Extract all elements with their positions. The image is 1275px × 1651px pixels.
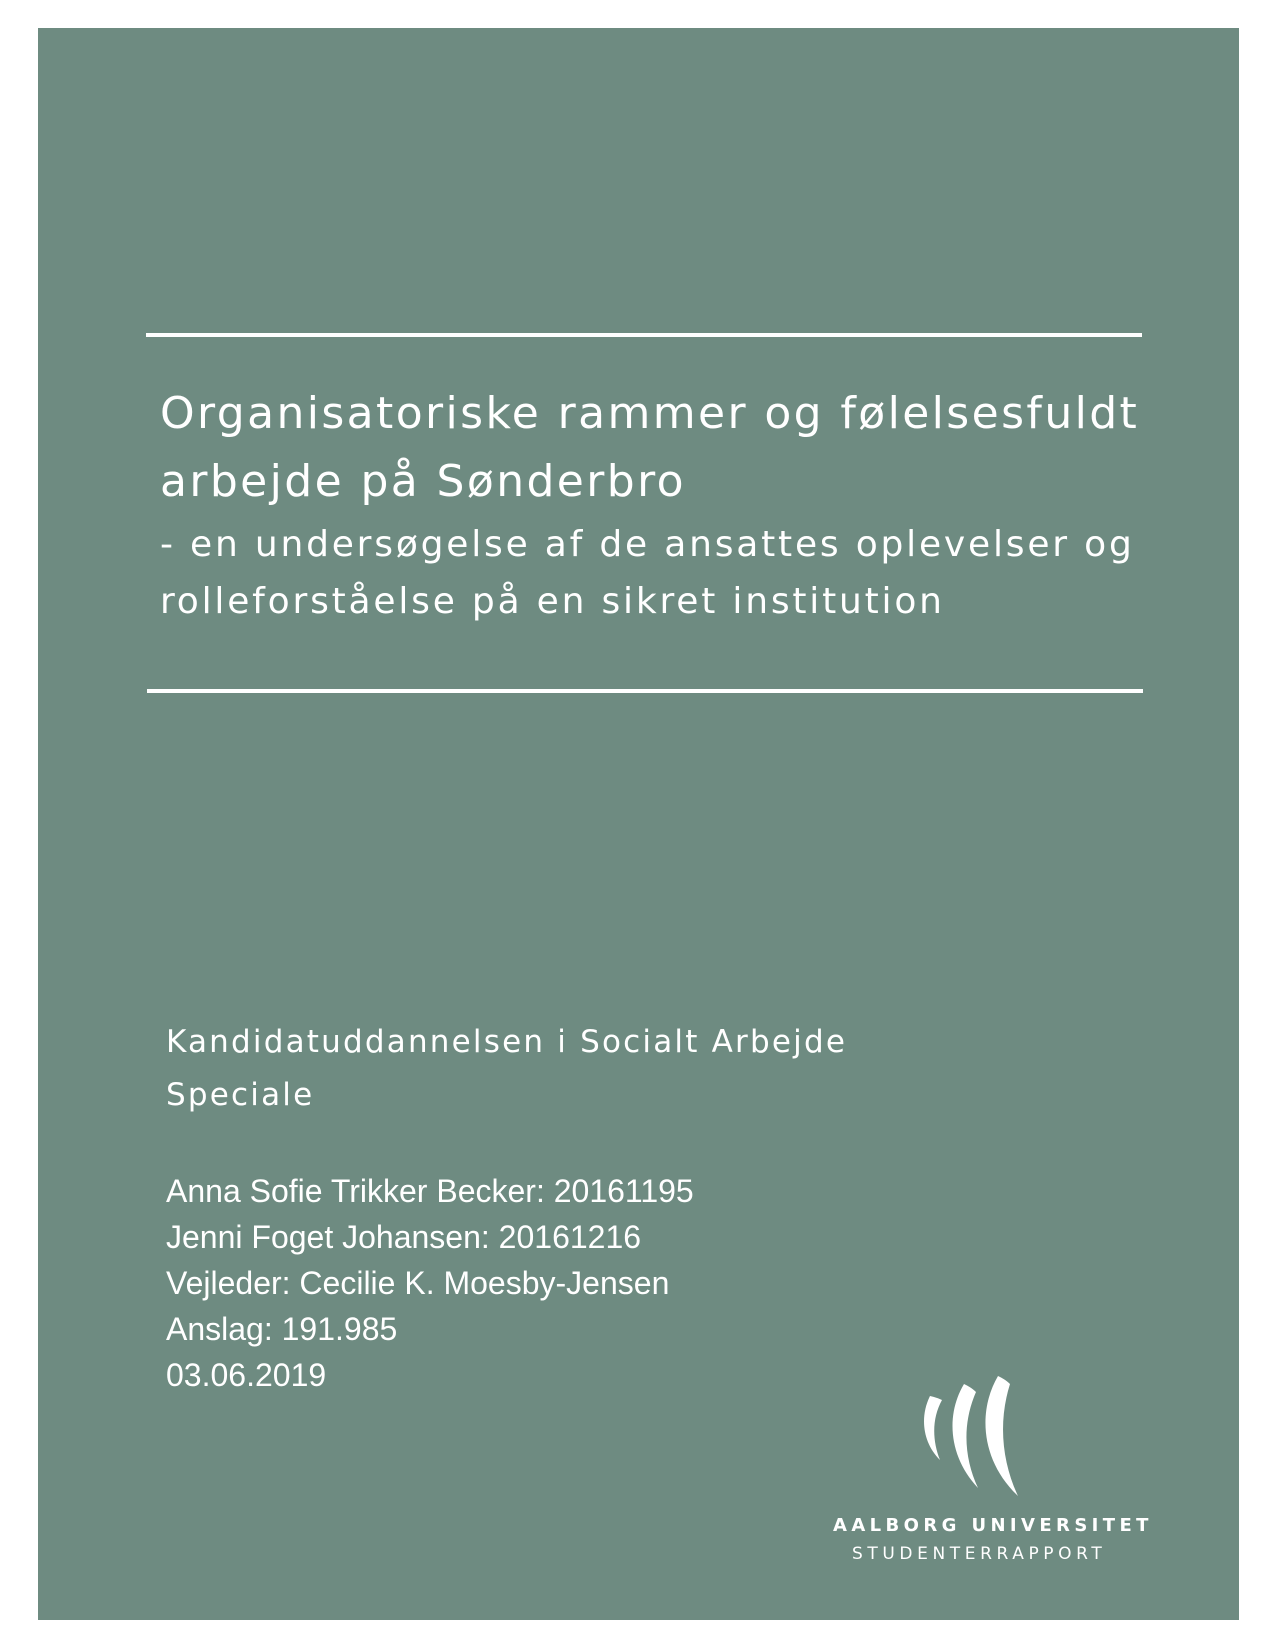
bottom-divider [147,689,1143,693]
university-name: AALBORG UNIVERSITET [833,1515,1153,1536]
title-line-2: arbejde på Sønderbro [160,456,686,507]
aau-wave-logo-icon [918,1374,1038,1499]
report-type: Speciale [166,1077,315,1113]
author-2: Jenni Foget Johansen: 20161216 [166,1219,642,1255]
character-count: Anslag: 191.985 [166,1311,398,1347]
title-block [160,380,1140,630]
programme-block [166,1016,847,1122]
author-1: Anna Sofie Trikker Becker: 20161195 [166,1173,694,1209]
details-block [166,1168,694,1398]
top-divider [146,333,1142,337]
title-line-1: Organisatoriske rammer og følelsesfuldt [160,388,1140,439]
subtitle-line-2: rolleforståelse på en sikret institution [160,581,945,622]
supervisor: Vejleder: Cecilie K. Moesby-Jensen [166,1265,670,1301]
education-name: Kandidatuddannelsen i Socialt Arbejde [166,1024,848,1060]
report-label: STUDENTERRAPPORT [852,1544,1107,1564]
subtitle-line-1: - en undersøgelse af de ansattes oplevelser og [160,524,1135,565]
cover-page [38,28,1239,1620]
submission-date: 03.06.2019 [166,1357,327,1393]
